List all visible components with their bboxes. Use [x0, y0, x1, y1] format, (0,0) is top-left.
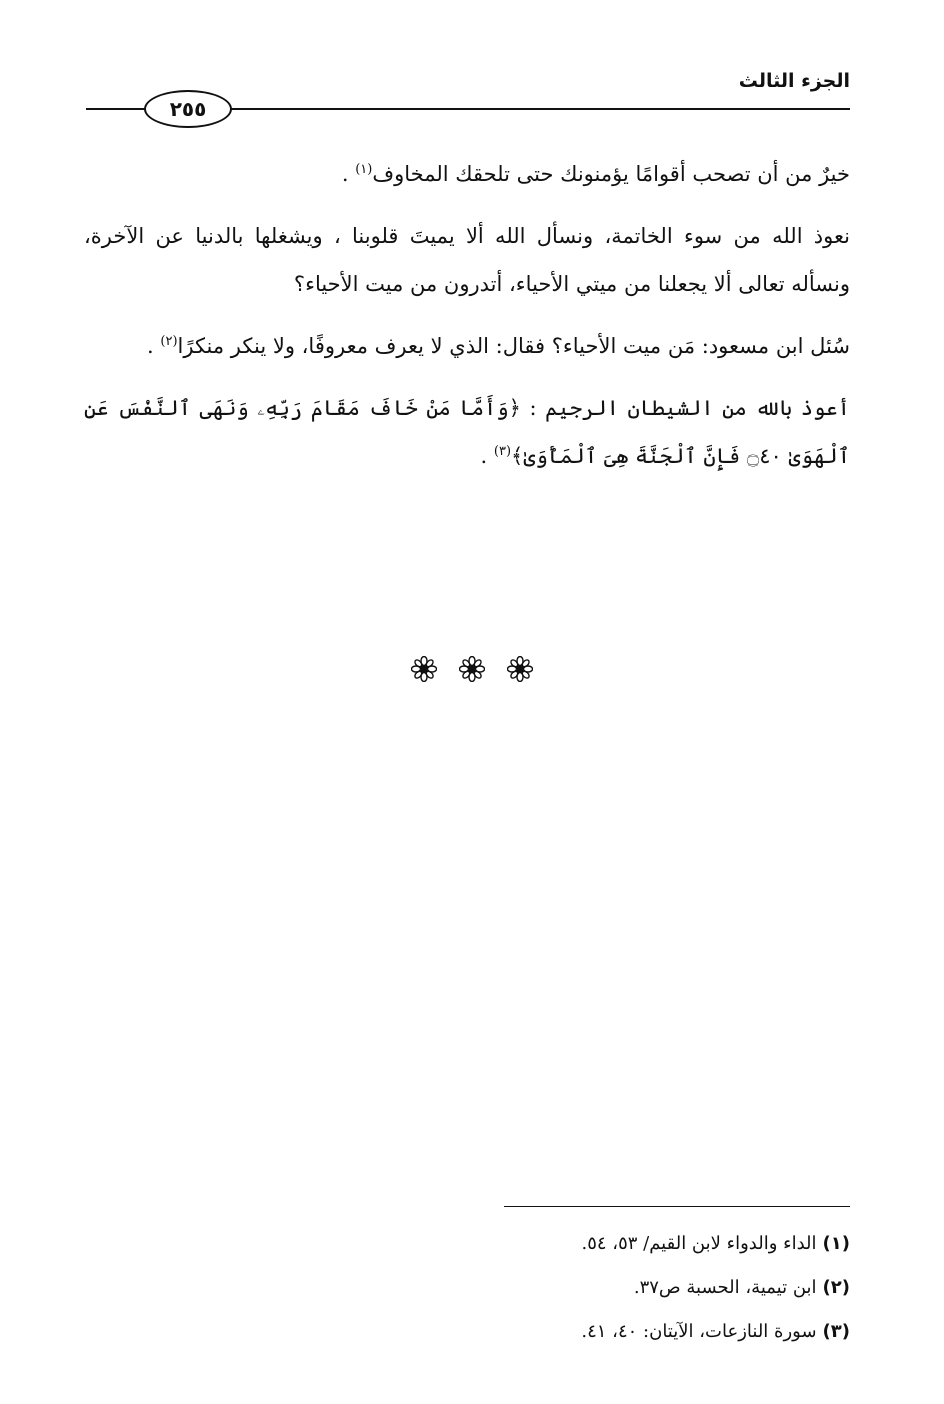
paragraph-3-text: سُئل ابن مسعود: مَن ميت الأحياء؟ فقال: الذي لا يعرف معروفًا، ولا ينكر منكرًا	[177, 334, 850, 358]
paragraph-3-end: .	[147, 334, 161, 358]
footnote-text: سورة النازعات، الآيتان: ٤٠، ٤١.	[581, 1321, 817, 1342]
paragraph-1	[84, 150, 850, 198]
footnote-separator	[504, 1206, 850, 1207]
footnote-text: الداء والدواء لابن القيم/ ٥٣، ٥٤.	[581, 1233, 817, 1254]
flower-ornament-icon	[507, 656, 533, 682]
page-number: ٢٥٥	[144, 90, 232, 128]
paragraph-4-end: .	[480, 444, 494, 468]
paragraph-3	[84, 322, 850, 370]
footnote-number: (٣)	[822, 1321, 850, 1342]
footnote-number: (١)	[822, 1233, 850, 1254]
footnote-ref-2: (٢)	[160, 334, 178, 349]
part-title: الجزء الثالث	[738, 70, 850, 92]
footnote-text: ابن تيمية، الحسبة ص٣٧.	[633, 1277, 817, 1298]
paragraph-1-end: .	[341, 162, 356, 186]
footnotes	[430, 1222, 850, 1354]
footnote-1	[430, 1222, 850, 1266]
paragraph-2	[84, 212, 850, 308]
footnote-ref-1: (١)	[355, 162, 373, 177]
footnote-ref-3: (٣)	[493, 444, 512, 459]
paragraph-2-text: نعوذ الله من سوء الخاتمة، ونسأل الله ألا يميتَ قلوبنا ، ويشغلها بالدنيا عن الآخرة، ونسأله تعالى ألا يجعلنا من ميتي الأحياء، أتدرون من ميت الأحياء؟	[84, 224, 850, 296]
quran-verse: ﴿وَأَمَّا مَنْ خَافَ مَقَامَ رَبِّهِۦ وَنَهَى ٱلنَّفْسَ عَنِ ٱلْهَوَىٰ ۝٤٠ فَإِنَّ ٱلْجَنَّةَ هِىَ ٱلْمَأْوَىٰ﴾	[84, 396, 850, 468]
footnote-2	[430, 1266, 850, 1310]
paragraph-4	[84, 384, 850, 480]
section-ornament	[0, 656, 944, 682]
page-header	[86, 70, 850, 130]
footnote-3	[430, 1310, 850, 1354]
flower-ornament-icon	[459, 656, 485, 682]
footnote-number: (٢)	[822, 1277, 850, 1298]
isti-adha-lead: أعوذ بالله من الشيطان الرجيم :	[520, 396, 850, 420]
body-text	[84, 150, 850, 494]
flower-ornament-icon	[411, 656, 437, 682]
paragraph-1-text: خيرٌ من أن تصحب أقوامًا يؤمنونك حتى تلحقك المخاوف	[372, 162, 850, 186]
